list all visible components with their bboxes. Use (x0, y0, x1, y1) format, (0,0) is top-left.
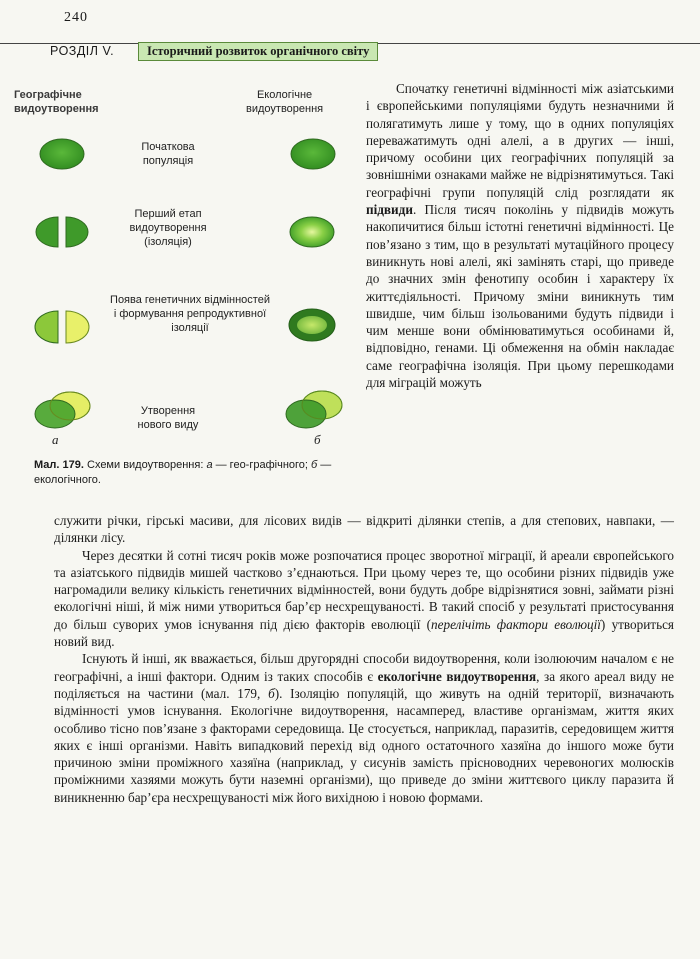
eco-isolation-ellipse (290, 217, 334, 247)
stage-initial-population-label: Початкова популяція (141, 141, 195, 167)
geo-genetic-differences-ellipse (35, 311, 89, 343)
label-a: а (52, 432, 59, 447)
chapter-label: РОЗДІЛ V. (50, 44, 115, 58)
right-column-text (366, 80, 674, 391)
speciation-figure (0, 0, 360, 500)
paragraph-reverse-migration: Через десятки й сотні тисяч років може розпочатися процес зворотної міграції, й ареали європейського та азіатського підвидів мишей частково з’єднаються. При цьому через те, що особини різних підвидів уже нагромадили велику кількість генетичних відмінностей, вони будуть добре відрізнятися зовні, займати різні екологічні ніші, й між ними утвориться бар’єр несхрещуваності. В такий спосіб у результаті пристосування до більш суворих умов існування під дією факторів еволюції (перелічіть фактори еволюції) утвориться новий вид. (54, 547, 675, 650)
page-number: 240 (64, 10, 88, 25)
body-text (54, 512, 674, 806)
eco-initial-population-ellipse (291, 139, 335, 169)
stage-genetic-differences-label: Поява генетичних відмінностей і формування репродуктивної ізоляції (110, 294, 270, 334)
eco-new-species-ellipses (286, 391, 342, 428)
paragraph-subspecies: Спочатку генетичні відмінності між азіатськими і європейськими популяціями будуть незначними й полягатимуть лише у тому, що в одних популяціях переважатимуть одні алелі, а в других — інші, причому особини цих географічних популяцій за зовнішніми ознаками майже не відрізнятимуться. Такі географічні групи популяцій слід розглядати як підвиди. Після тисяч поколінь у підвидів можуть накопичитися більш істотні генетичні відмінності. Це пов’язано з тим, що в результаті мутаційного процесу виникнуть нові алелі, які замінять старі, що приведе до значних змін фенотипу особин і характеру їх життєдіяльності. Причому зміни виникнуть тим швидше, чим більш ізольованими будуть підвиди і чим менше вони обмінюватимуться особинами й, відповідно, генами. Ці обмеження на обмін накладає саме географічна ізоляція. При цьому перешкодами для міграцій можуть (366, 81, 674, 391)
geo-initial-population-ellipse (40, 139, 84, 169)
paragraph-ecological-speciation: Існують й інші, як вважається, більш другорядні способи видоутворення, коли ізолюючим началом є не географічні, а інші фактори. Одним із таких способів є екологічне видоутворення, за якого ареал виду не поділяється на частини (мал. 179, б). Ізоляцію популяцій, що живуть на одній території, визначають відмінності умов існування. Екологічне видоутворення, насамперед, властиве організмам, життя яких особливо тісно пов’язане з факторами середовища. Це стосується, наприклад, паразитів, середовищем життя яких є інші організми. Навіть випадковий перехід від одного остаточного хазяїна до іншого може бути причиною зміни проміжного хазяїна (наприклад, у сисунів замість прісноводних черевоногих молюсків проміжними хазяями можуть бути наземні організми), що приведе до зміни життєвого циклу паразита й виникненню бар’єра несхрещуваності між його вихідною і новою формами. (54, 651, 674, 805)
chapter-title: Історичний розвиток органічного світу (138, 42, 378, 61)
paragraph-continuation: служити річки, гірські масиви, для лісових видів — відкриті ділянки степів, а для степових, навпаки, — ділянки лісу. (54, 513, 674, 546)
figure-caption: Мал. 179. Схеми видоутворення: а — гео-графічного; б — екологічного. (34, 459, 332, 486)
ecological-speciation-heading: Екологічне видоутворення (246, 89, 324, 115)
figure-drawings (0, 0, 360, 460)
stage-new-species-label: Утворення нового виду (137, 405, 199, 431)
geo-new-species-ellipses (35, 392, 90, 428)
stage-isolation-label: Перший етап видоутворення (ізоляція) (129, 208, 207, 248)
geographic-speciation-heading: Географічне видоутворення (14, 89, 99, 115)
label-b: б (314, 432, 321, 447)
eco-genetic-differences-ellipse (289, 309, 335, 341)
geo-isolation-split-ellipse (36, 217, 88, 247)
